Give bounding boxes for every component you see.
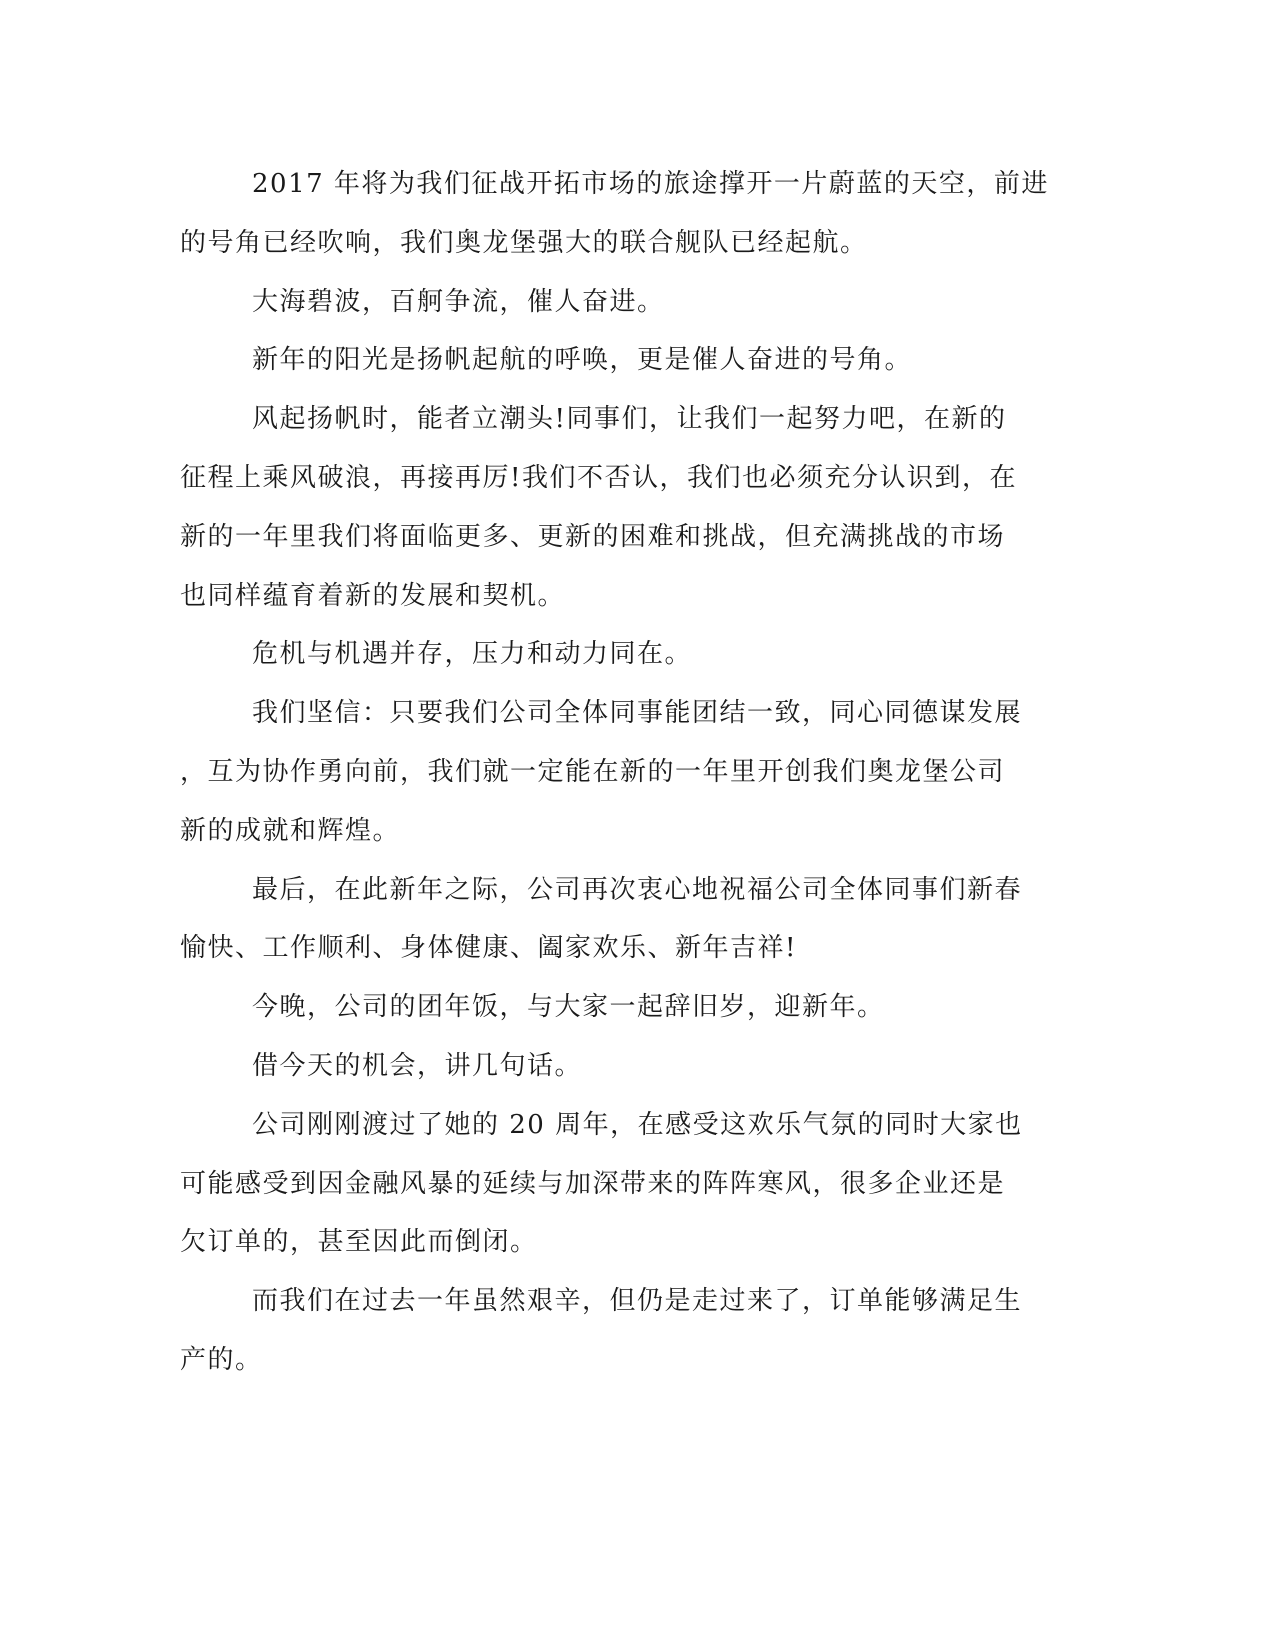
paragraph-line: 今晚，公司的团年饭，与大家一起辞旧岁，迎新年。	[252, 992, 885, 1023]
paragraph-line: 新的一年里我们将面临更多、更新的困难和挑战，但充满挑战的市场	[180, 521, 1006, 552]
paragraph-line: 欠订单的，甚至因此而倒闭。	[180, 1227, 538, 1258]
paragraph-line: 新年的阳光是扬帆起航的呼唤，更是催人奋进的号角。	[252, 345, 913, 376]
paragraph	[180, 861, 1040, 979]
paragraph-line: 可能感受到因金融风暴的延续与加深带来的阵阵寒风，很多企业还是	[180, 1168, 1006, 1199]
paragraph-line: 的号角已经吹响，我们奥龙堡强大的联合舰队已经起航。	[180, 227, 868, 258]
paragraph	[180, 684, 1040, 860]
paragraph-line: 危机与机遇并存，压力和动力同在。	[252, 639, 693, 670]
paragraph-line: 借今天的机会，讲几句话。	[252, 1050, 583, 1081]
paragraph	[180, 1037, 1040, 1096]
document-body	[180, 155, 1049, 1390]
paragraph	[180, 331, 1040, 390]
paragraph	[180, 390, 1040, 625]
paragraph-line: 而我们在过去一年虽然艰辛，但仍是走过来了，订单能够满足生	[252, 1286, 1023, 1317]
paragraph-line: 风起扬帆时，能者立潮头!同事们，让我们一起努力吧，在新的	[252, 404, 1007, 435]
paragraph-line: 2017 年将为我们征战开拓市场的旅途撑开一片蔚蓝的天空，前进	[252, 169, 1049, 199]
paragraph-line: 也同样蕴育着新的发展和契机。	[180, 580, 566, 611]
paragraph-line: 大海碧波，百舸争流，催人奋进。	[252, 286, 665, 317]
paragraph-line: 愉快、工作顺利、身体健康、阖家欢乐、新年吉祥!	[180, 933, 797, 964]
paragraph	[180, 1096, 1040, 1272]
paragraph	[180, 1272, 1040, 1390]
paragraph-line: 产的。	[180, 1344, 263, 1375]
paragraph-line: 新的成就和辉煌。	[180, 815, 401, 846]
paragraph-line: 最后，在此新年之际，公司再次衷心地祝福公司全体同事们新春	[252, 874, 1023, 905]
paragraph-line: 征程上乘风破浪，再接再厉!我们不否认，我们也必须充分认识到，在	[180, 462, 1017, 493]
paragraph	[180, 273, 1040, 332]
paragraph	[180, 155, 1049, 273]
paragraph	[180, 978, 1040, 1037]
paragraph-line: 公司刚刚渡过了她的 20 周年，在感受这欢乐气氛的同时大家也	[252, 1109, 1023, 1140]
paragraph-line: ，互为协作勇向前，我们就一定能在新的一年里开创我们奥龙堡公司	[180, 756, 1006, 787]
paragraph-line: 我们坚信：只要我们公司全体同事能团结一致，同心同德谋发展	[252, 698, 1023, 729]
paragraph	[180, 625, 1040, 684]
